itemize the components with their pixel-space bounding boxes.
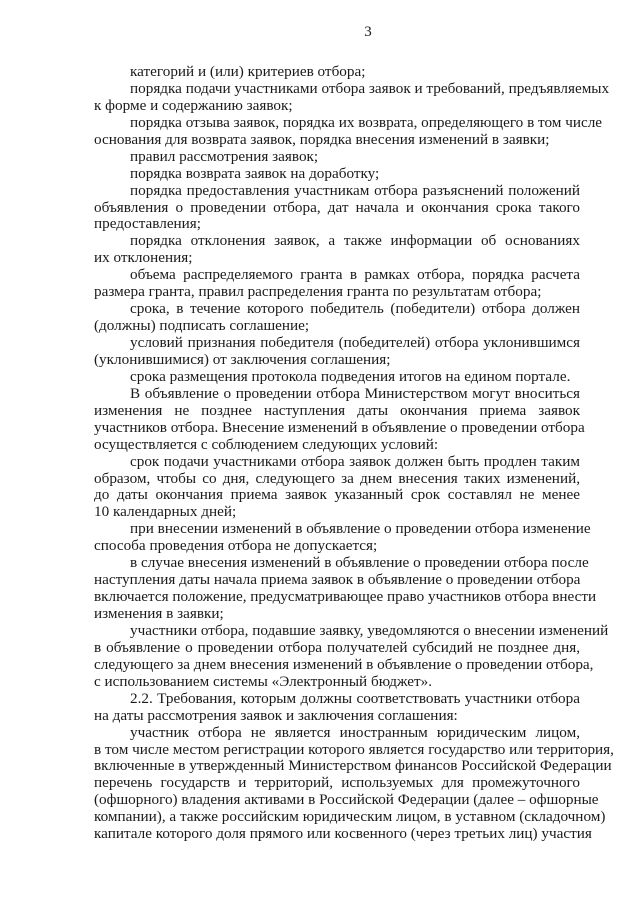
text-line: изменения не позднее наступления даты окончания приема заявок: [94, 401, 580, 419]
text-line: участники отбора, подавшие заявку, уведомляются о внесении изменений: [130, 621, 609, 639]
text-line: с использованием системы «Электронный бюджет».: [94, 672, 433, 690]
paragraph: [94, 267, 580, 301]
page-number: 3: [364, 24, 372, 40]
text-line: порядка возврата заявок на доработку;: [130, 164, 380, 182]
text-line: к форме и содержанию заявок;: [94, 96, 293, 114]
text-line: 10 календарных дней;: [94, 503, 237, 521]
text-line: (офшорного) владения активами в Российской Федерации (далее – офшорные: [94, 791, 599, 809]
text-line: предоставления;: [94, 215, 202, 233]
text-line: порядка предоставления участникам отбора разъяснений положений: [130, 181, 580, 199]
paragraph: [94, 79, 610, 115]
text-line: 2.2. Требования, которым должны соответствовать участники отбора: [130, 689, 580, 707]
text-line: в случае внесения изменений в объявление о проведении отбора после: [130, 554, 589, 572]
paragraph: [94, 723, 614, 844]
paragraph: [94, 149, 580, 166]
text-line: образом, чтобы со дня, следующего за днем внесения таких изменений,: [94, 469, 580, 487]
text-line: наступления даты начала приема заявок в объявление о проведении отбора: [94, 571, 581, 589]
text-line: порядка отклонения заявок, а также информации об основаниях: [130, 232, 580, 250]
paragraph: [94, 621, 609, 691]
text-line: В объявление о проведении отбора Министерством могут вноситься: [130, 384, 580, 402]
paragraph: [94, 384, 585, 454]
text-line: объявления о проведении отбора, дат начала и окончания срока такого: [94, 198, 580, 216]
text-line: перечень государств и территорий, используемых для промежуточного: [94, 774, 580, 792]
text-line: срока, в течение которого победитель (победители) отбора должен: [130, 300, 580, 318]
text-line: изменения в заявки;: [94, 605, 224, 622]
document-body: [94, 63, 614, 843]
paragraph: [94, 691, 580, 725]
text-line: участников отбора. Внесение изменений в объявление о проведении отбора: [94, 418, 585, 436]
text-line: при внесении изменений в объявление о проведении отбора изменение: [130, 520, 591, 538]
text-line: капитале которого доля прямого или косвенного (через третьих лиц) участия: [94, 825, 592, 843]
text-line: следующего за днем внесения изменений в объявление о проведении отбора,: [94, 655, 594, 673]
text-line: в том числе местом регистрации которого является государство или территория,: [94, 740, 614, 758]
text-line: их отклонения;: [94, 249, 193, 267]
paragraph: [94, 369, 580, 386]
text-line: (уклонившимися) от заключения соглашения;: [94, 350, 391, 368]
text-line: (должны) подписать соглашение;: [94, 317, 310, 335]
text-line: срок подачи участниками отбора заявок должен быть продлен таким: [130, 452, 580, 470]
text-line: способа проведения отбора не допускается;: [94, 537, 378, 555]
paragraph: [94, 520, 591, 555]
text-line: до даты окончания приема заявок указанный срок составлял не менее: [94, 486, 580, 504]
text-line: размера гранта, правил распределения гранта по результатам отбора;: [94, 283, 542, 301]
text-line: условий признания победителя (победителей) отбора уклонившимся: [130, 334, 580, 351]
paragraph: [94, 335, 580, 369]
paragraph: [94, 183, 580, 234]
paragraph: [94, 554, 597, 623]
text-line: компании), а также российским юридическим лицом, в уставном (складочном): [94, 808, 606, 826]
text-line: основания для возврата заявок, порядка внесения изменений в заявки;: [94, 130, 550, 148]
text-line: участник отбора не является иностранным юридическим лицом,: [130, 723, 580, 741]
text-line: порядка отзыва заявок, порядка их возврата, определяющего в том числе: [130, 113, 603, 131]
paragraph: [94, 166, 580, 183]
paragraph: [94, 64, 580, 81]
text-line: включается положение, предусматривающее право участников отбора внести: [94, 588, 597, 606]
text-line: на даты рассмотрения заявок и заключения соглашения:: [94, 706, 458, 724]
text-line: порядка подачи участниками отбора заявок и требований, предъявляемых: [130, 79, 610, 97]
text-line: в объявление о проведении отбора получателей субсидий не позднее дня,: [94, 638, 580, 656]
text-line: категорий и (или) критериев отбора;: [130, 63, 366, 80]
paragraph: [94, 454, 580, 522]
text-line: включенные в утвержденный Министерством финансов Российской Федерации: [94, 757, 612, 775]
text-line: объема распределяемого гранта в рамках отбора, порядка расчета: [130, 266, 580, 284]
paragraph: [94, 233, 580, 267]
text-line: правил рассмотрения заявок;: [130, 147, 319, 165]
text-line: срока размещения протокола подведения итогов на едином портале.: [130, 367, 571, 385]
paragraph: [94, 113, 603, 149]
text-line: осуществляется с соблюдением следующих условий:: [94, 435, 439, 453]
paragraph: [94, 301, 580, 335]
